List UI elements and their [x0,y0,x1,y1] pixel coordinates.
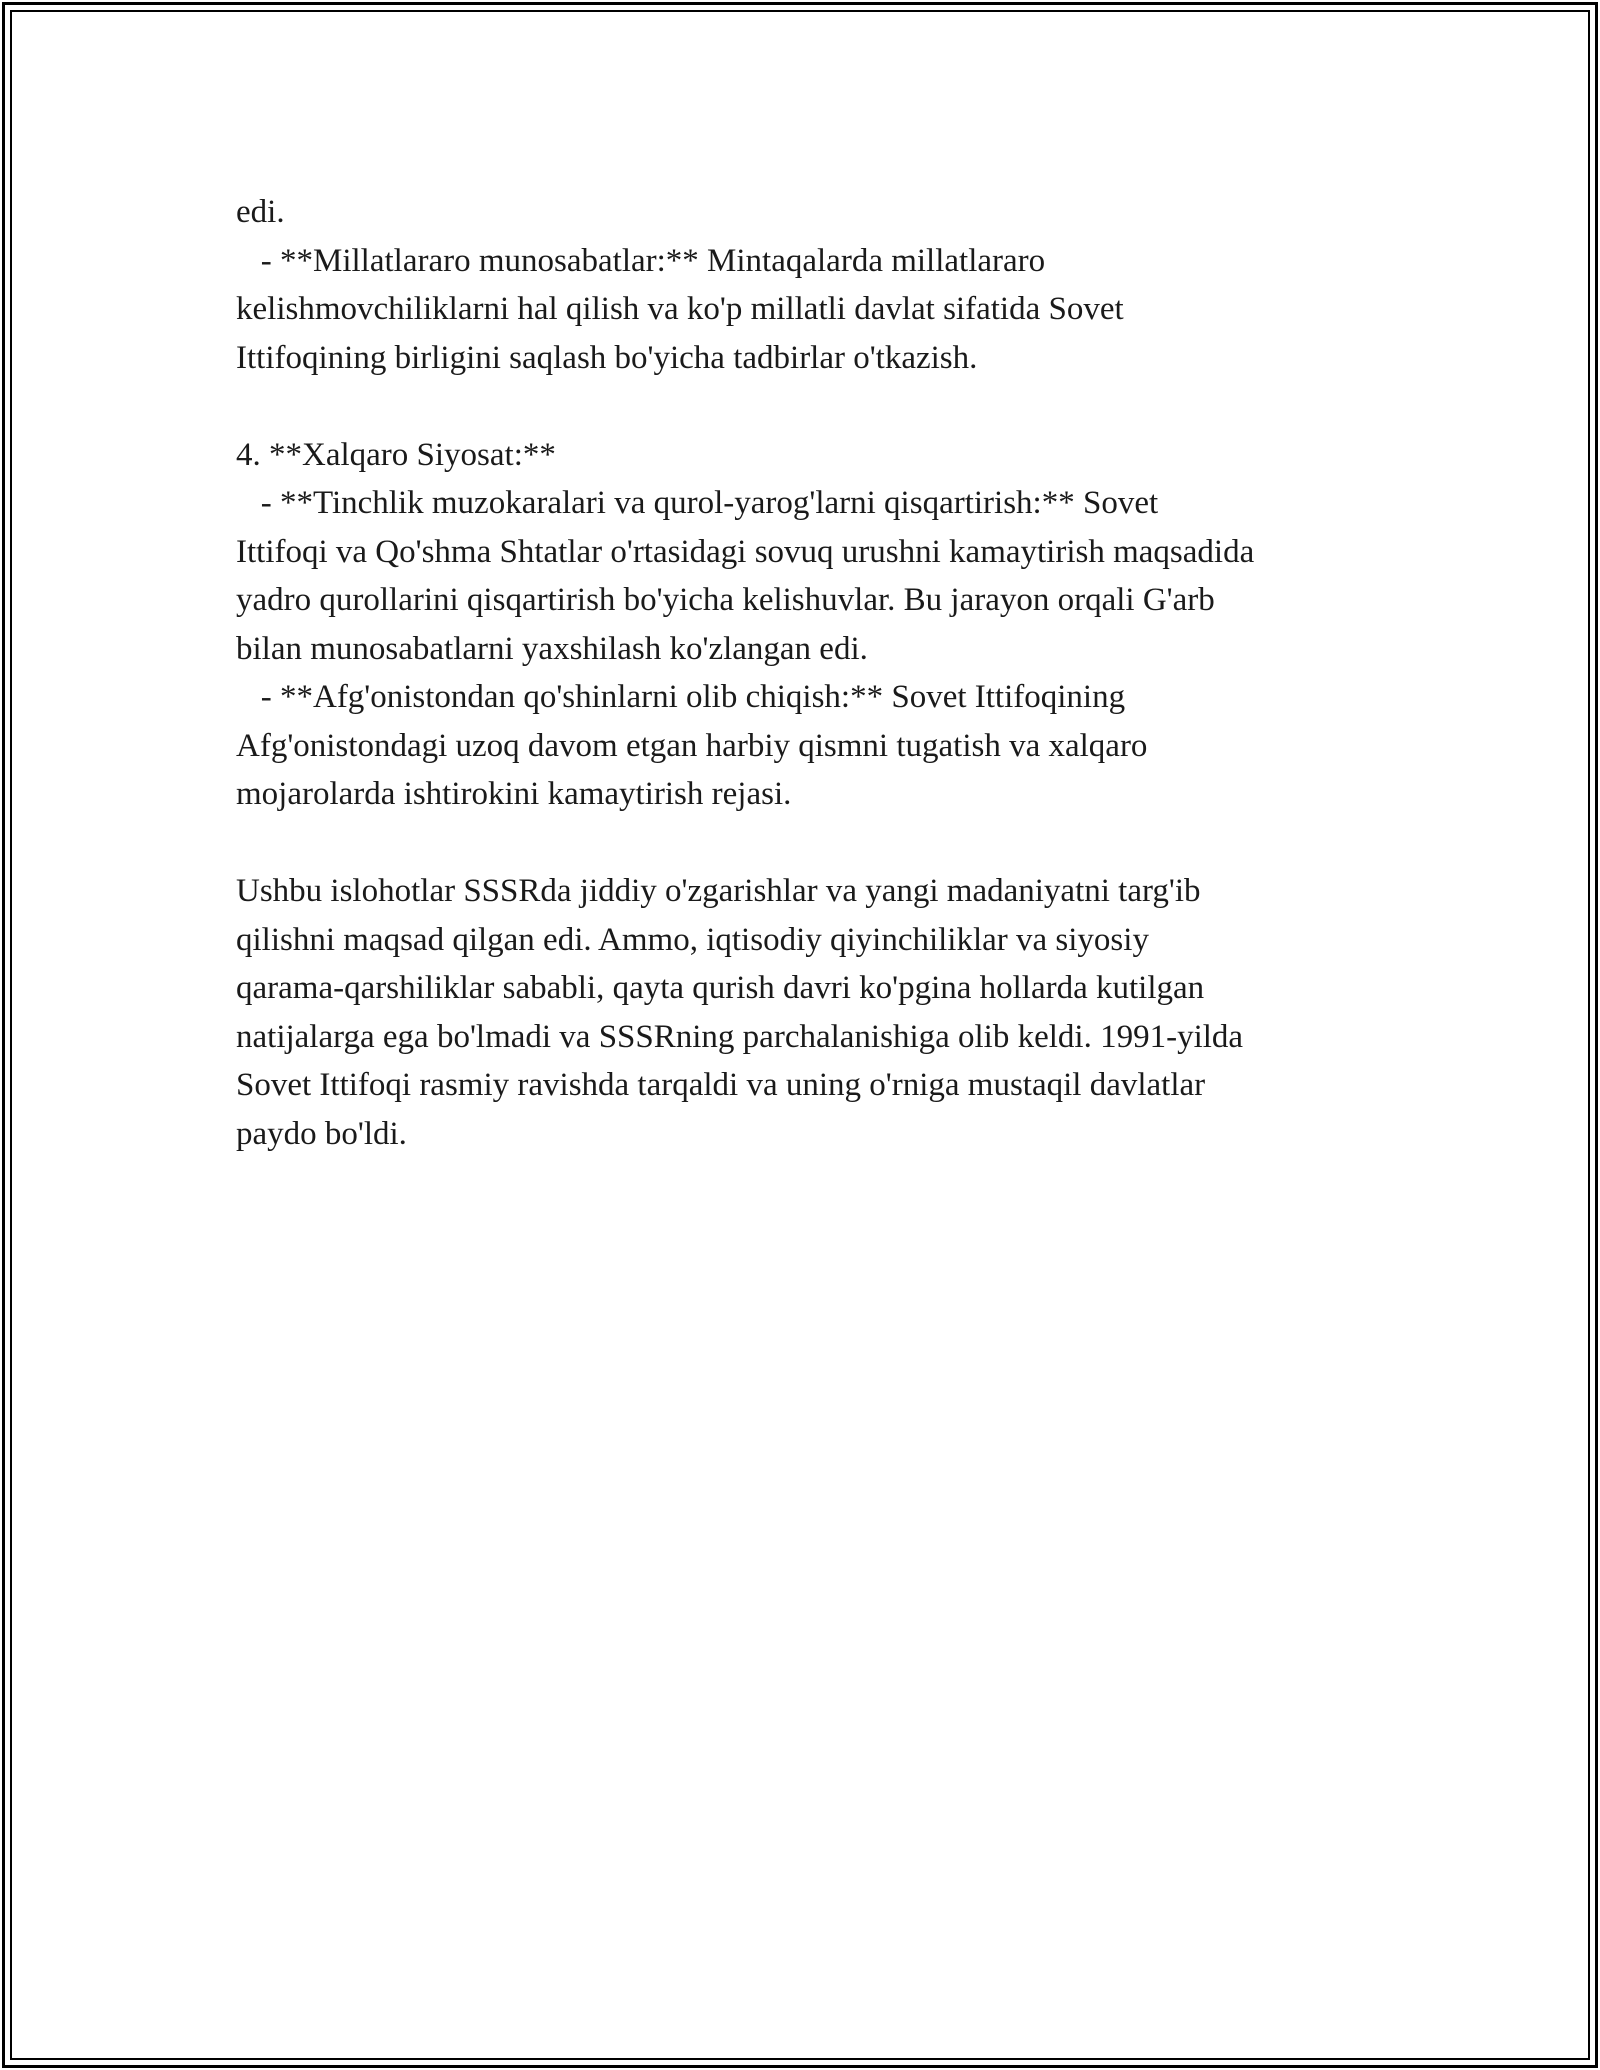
text-line: Sovet Ittifoqi rasmiy ravishda tarqaldi va uning o'rniga mustaqil davlatlar [236,1067,1206,1103]
text-line: bilan munosabatlarni yaxshilash ko'zlangan edi. [236,630,868,667]
text-line: Afg'onistondagi uzoq davom etgan harbiy qismni tugatish va xalqaro [236,727,1148,764]
text-line: natijalarga ega bo'lmadi va SSSRning parchalanishiga olib keldi. 1991-yilda [236,1018,1244,1055]
text-line: kelishmovchiliklarni hal qilish va ko'p millatli davlat sifatida Sovet [236,291,1124,327]
text-line: qilishni maqsad qilgan edi. Ammo, iqtisodiy qiyinchiliklar va siyosiy [236,921,1149,958]
document-body [236,188,1386,1158]
section-heading: 4. **Xalqaro Siyosat:** [236,436,556,473]
text-line: Ushbu islohotlar SSSRda jiddiy o'zgarishlar va yangi madaniyatni targ'ib [236,873,1201,909]
text-line: - **Millatlararo munosabatlar:** Mintaqalarda millatlararo [236,242,1046,279]
blank-line [236,819,1386,868]
text-line: yadro qurollarini qisqartirish bo'yicha kelishuvlar. Bu jarayon orqali G'arb [236,582,1215,618]
text-line: Ittifoqining birligini saqlash bo'yicha tadbirlar o'tkazish. [236,339,978,376]
text-line: - **Afg'onistondan qo'shinlarni olib chiqish:** Sovet Ittifoqining [236,679,1126,715]
text-line: edi. [236,194,285,230]
text-line: qarama-qarshiliklar sababli, qayta qurish davri ko'pgina hollarda kutilgan [236,970,1205,1006]
text-line: Ittifoqi va Qo'shma Shtatlar o'rtasidagi sovuq urushni kamaytirish maqsadida [236,533,1255,570]
text-line: - **Tinchlik muzokaralari va qurol-yarog'larni qisqartirish:** Sovet [236,485,1159,521]
text-line: mojarolarda ishtirokini kamaytirish rejasi. [236,776,792,812]
text-line: paydo bo'ldi. [236,1115,407,1152]
blank-line [236,382,1386,431]
